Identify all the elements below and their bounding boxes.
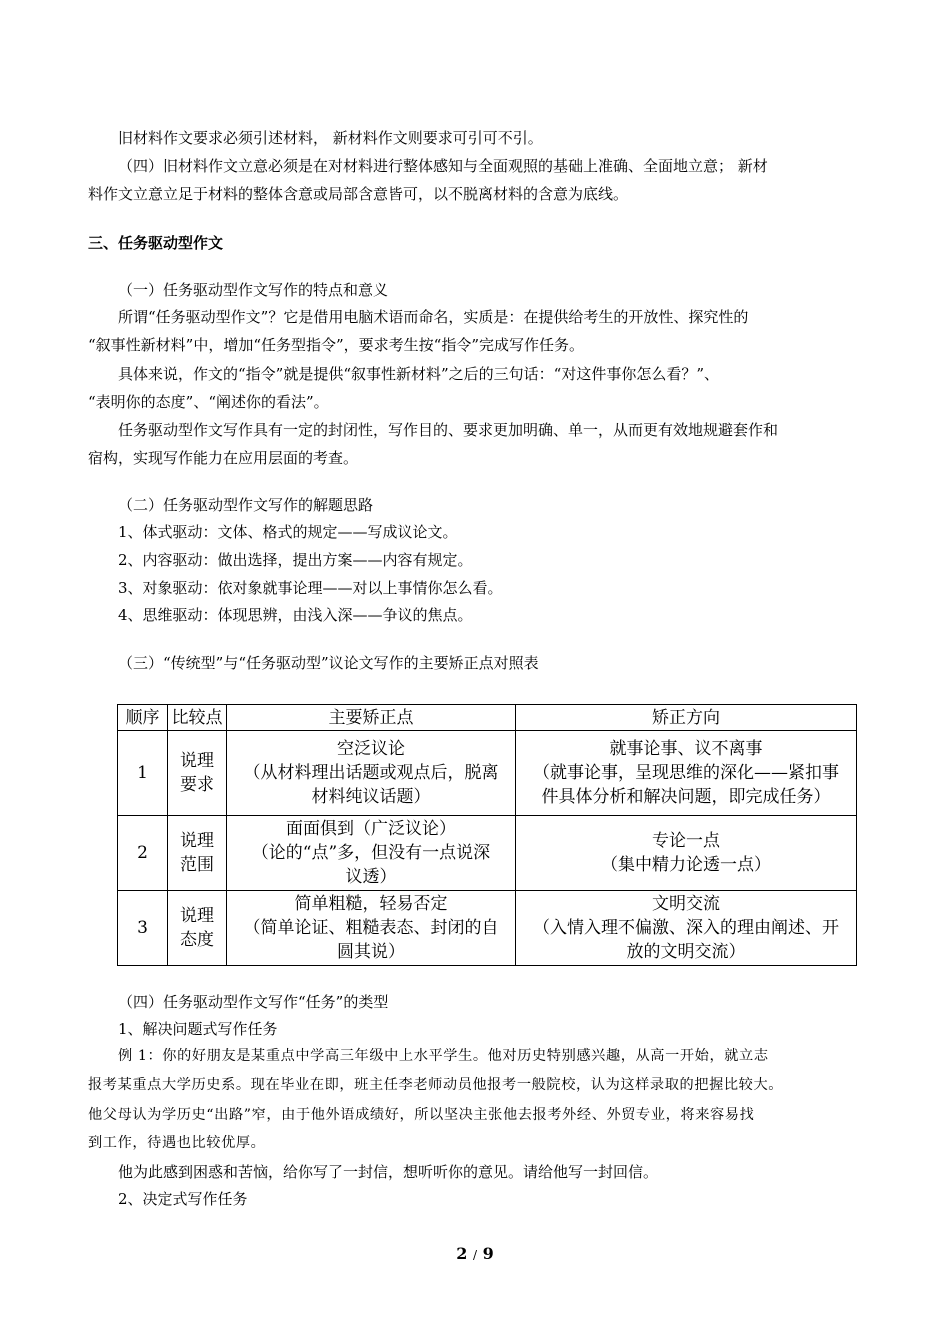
- cell-direction: 文明交流 （入情入理不偏激、深入的理由阐述、开 放的文明交流）: [516, 891, 857, 966]
- cell-main: 简单粗糙，轻易否定 （简单论证、粗糙表态、封闭的自 圆其说）: [227, 891, 516, 966]
- list-item: 3、对象驱动：依对象就事论理——对以上事情你怎么看。: [118, 579, 503, 597]
- cell-point: 说理 要求: [168, 731, 227, 816]
- page-number: [0, 1244, 950, 1263]
- list-item: 1、体式驱动：文体、格式的规定——写成议论文。: [118, 523, 458, 541]
- paragraph-line: “表明你的态度”、“阐述你的看法”。: [88, 393, 329, 411]
- table-header-row: [118, 705, 857, 731]
- cell-direction: 专论一点 （集中精力论透一点）: [516, 816, 857, 891]
- list-item: 2、决定式写作任务: [118, 1190, 248, 1208]
- subsection-title: （二）任务驱动型作文写作的解题思路: [118, 496, 374, 514]
- cell-main: 空泛议论 （从材料理出话题或观点后，脱离 材料纯议话题）: [227, 731, 516, 816]
- header-point: 比较点: [168, 705, 227, 731]
- list-item: 1、解决问题式写作任务: [118, 1020, 278, 1038]
- comparison-table: [117, 704, 857, 966]
- page-total: 9: [482, 1244, 494, 1263]
- header-order: 顺序: [118, 705, 168, 731]
- cell-point: 说理 范围: [168, 816, 227, 891]
- list-item: 2、内容驱动：做出选择，提出方案——内容有规定。: [118, 551, 473, 569]
- header-main: 主要矫正点: [227, 705, 516, 731]
- section-heading: 三、任务驱动型作文: [88, 234, 224, 252]
- cell-order: 1: [118, 731, 168, 816]
- cell-point: 说理 态度: [168, 891, 227, 966]
- paragraph-line: 旧材料作文要求必须引述材料， 新材料作文则要求可引可不引。: [118, 129, 543, 147]
- cell-main: 面面俱到（广泛议论） （论的“点”多，但没有一点说深 议透）: [227, 816, 516, 891]
- paragraph-line: （四）旧材料作文立意必须是在对材料进行整体感知与全面观照的基础上准确、全面地立意； 新材: [118, 157, 768, 175]
- cell-direction: 就事论事、议不离事 （就事论事，呈现思维的深化——紧扣事 件具体分析和解决问题，即完成任务）: [516, 731, 857, 816]
- table-row: [118, 816, 857, 891]
- subsection-title: （一）任务驱动型作文写作的特点和意义: [118, 281, 389, 299]
- header-direction: 矫正方向: [516, 705, 857, 731]
- cell-order: 3: [118, 891, 168, 966]
- paragraph-line: 任务驱动型作文写作具有一定的封闭性，写作目的、要求更加明确、单一，从而更有效地规避套作和: [118, 421, 779, 439]
- paragraph-line: 宿构，实现写作能力在应用层面的考查。: [88, 449, 359, 467]
- paragraph-line: “叙事性新材料”中，增加“任务型指令”，要求考生按“指令”完成写作任务。: [88, 336, 585, 354]
- paragraph-line: 所谓“任务驱动型作文”？它是借用电脑术语而命名，实质是：在提供给考生的开放性、探究性的: [118, 308, 749, 326]
- paragraph-line: 料作文立意立足于材料的整体含意或局部含意皆可，以不脱离材料的含意为底线。: [88, 185, 629, 203]
- page-current: 2: [456, 1244, 468, 1263]
- subsection-title: （四）任务驱动型作文写作“任务”的类型: [118, 993, 389, 1011]
- example-line: 到工作，待遇也比较优厚。: [88, 1135, 266, 1151]
- table-row: [118, 891, 857, 966]
- list-item: 4、思维驱动：体现思辨，由浅入深——争议的焦点。: [118, 606, 473, 624]
- subsection-title: （三）“传统型”与“任务驱动型”议论文写作的主要矫正点对照表: [118, 654, 539, 672]
- table-row: [118, 731, 857, 816]
- example-line: 例 1：你的好朋友是某重点中学高三年级中上水平学生。他对历史特别感兴趣，从高一开始，就立志: [118, 1048, 769, 1064]
- paragraph-line: 具体来说，作文的“指令”就是提供“叙事性新材料”之后的三句话：“对这件事你怎么看？”、: [118, 365, 720, 383]
- paragraph-line: 他为此感到困惑和苦恼，给你写了一封信，想听听你的意见。请给他写一封回信。: [118, 1163, 659, 1181]
- example-line: 他父母认为学历史“出路”窄，由于他外语成绩好，所以坚决主张他去报考外经、外贸专业，将来容易找: [88, 1107, 755, 1123]
- page-separator: /: [472, 1248, 478, 1262]
- example-line: 报考某重点大学历史系。现在毕业在即，班主任李老师动员他报考一般院校，认为这样录取的把握比较大。: [88, 1077, 784, 1093]
- cell-order: 2: [118, 816, 168, 891]
